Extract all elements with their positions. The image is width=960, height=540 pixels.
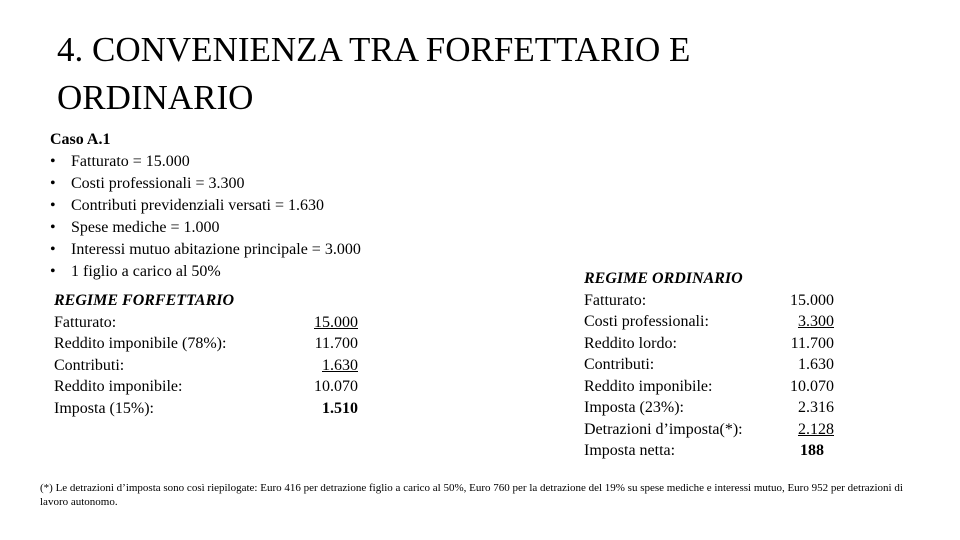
row-label: Imposta netta: xyxy=(584,442,676,459)
footnote: (*) Le detrazioni d’imposta sono così riepilogate: Euro 416 per detrazione figlio a carico al 50%, Euro 760 per la detrazione del 19% su spese mediche e interessi mutuo, Euro 952 per detrazioni di lavoro autonomo. xyxy=(40,482,903,508)
bullet-icon: • xyxy=(50,219,56,236)
row-label: Contributi: xyxy=(54,356,125,374)
case-item xyxy=(50,173,361,195)
row-label: Reddito imponibile (78%): xyxy=(54,335,227,352)
row-value: 11.700 xyxy=(790,334,834,352)
row-value: 2.128 xyxy=(798,420,834,438)
row-label: Imposta (23%): xyxy=(584,399,684,416)
row-value: 1.630 xyxy=(322,356,358,374)
bullet-icon: • xyxy=(50,241,56,258)
case-item-text: Spese mediche = 1.000 xyxy=(71,219,220,236)
forfettario-row xyxy=(54,312,374,334)
case-item xyxy=(50,217,361,239)
forfettario-block xyxy=(54,290,374,419)
row-value: 10.070 xyxy=(314,378,358,395)
row-label: Reddito imponibile: xyxy=(54,378,183,395)
row-value: 15.000 xyxy=(314,313,358,331)
case-item-text: Fatturato = 15.000 xyxy=(71,153,190,170)
slide-title: 4. CONVENIENZA TRA FORFETTARIO E ORDINARIO xyxy=(57,30,691,117)
forfettario-row xyxy=(54,376,374,398)
row-value: 2.316 xyxy=(798,399,834,416)
bullet-icon: • xyxy=(50,175,56,192)
case-item-text: Interessi mutuo abitazione principale = 3.000 xyxy=(71,241,361,258)
ordinario-row xyxy=(584,333,834,355)
case-item-text: 1 figlio a carico al 50% xyxy=(71,263,221,280)
case-heading: Caso A.1 xyxy=(50,131,111,148)
row-label: Reddito lordo: xyxy=(584,334,677,352)
row-label: Fatturato: xyxy=(584,291,647,309)
row-label: Fatturato: xyxy=(54,313,117,331)
case-item xyxy=(50,239,361,261)
row-value: 10.070 xyxy=(790,377,834,395)
row-label: Contributi: xyxy=(584,356,655,373)
row-value: 188 xyxy=(800,442,824,459)
row-label: Costi professionali: xyxy=(584,313,709,330)
ordinario-row xyxy=(584,290,834,312)
ordinario-row xyxy=(584,376,834,398)
row-label: Detrazioni d’imposta(*): xyxy=(584,420,743,438)
case-item xyxy=(50,195,361,217)
ordinario-block xyxy=(584,268,834,462)
case-list xyxy=(50,151,361,283)
ordinario-row xyxy=(584,311,834,333)
bullet-icon: • xyxy=(50,153,56,170)
case-item xyxy=(50,261,361,283)
forfettario-title: REGIME FORFETTARIO xyxy=(54,292,235,309)
ordinario-row xyxy=(584,440,834,462)
ordinario-title: REGIME ORDINARIO xyxy=(584,270,743,287)
forfettario-row xyxy=(54,333,374,355)
bullet-icon: • xyxy=(50,263,56,280)
case-item-text: Contributi previdenziali versati = 1.630 xyxy=(71,197,324,214)
case-block xyxy=(50,129,361,283)
row-value: 11.700 xyxy=(314,335,358,352)
row-value: 1.510 xyxy=(322,399,358,417)
row-value: 15.000 xyxy=(790,291,834,309)
ordinario-row xyxy=(584,397,834,419)
row-value: 1.630 xyxy=(798,356,834,373)
row-value: 3.300 xyxy=(798,313,834,330)
ordinario-row xyxy=(584,419,834,441)
row-label: Imposta (15%): xyxy=(54,399,154,417)
bullet-icon: • xyxy=(50,197,56,214)
row-label: Reddito imponibile: xyxy=(584,377,713,395)
case-item-text: Costi professionali = 3.300 xyxy=(71,175,245,192)
case-item xyxy=(50,151,361,173)
forfettario-row xyxy=(54,355,374,377)
forfettario-row xyxy=(54,398,374,420)
ordinario-row xyxy=(584,354,834,376)
